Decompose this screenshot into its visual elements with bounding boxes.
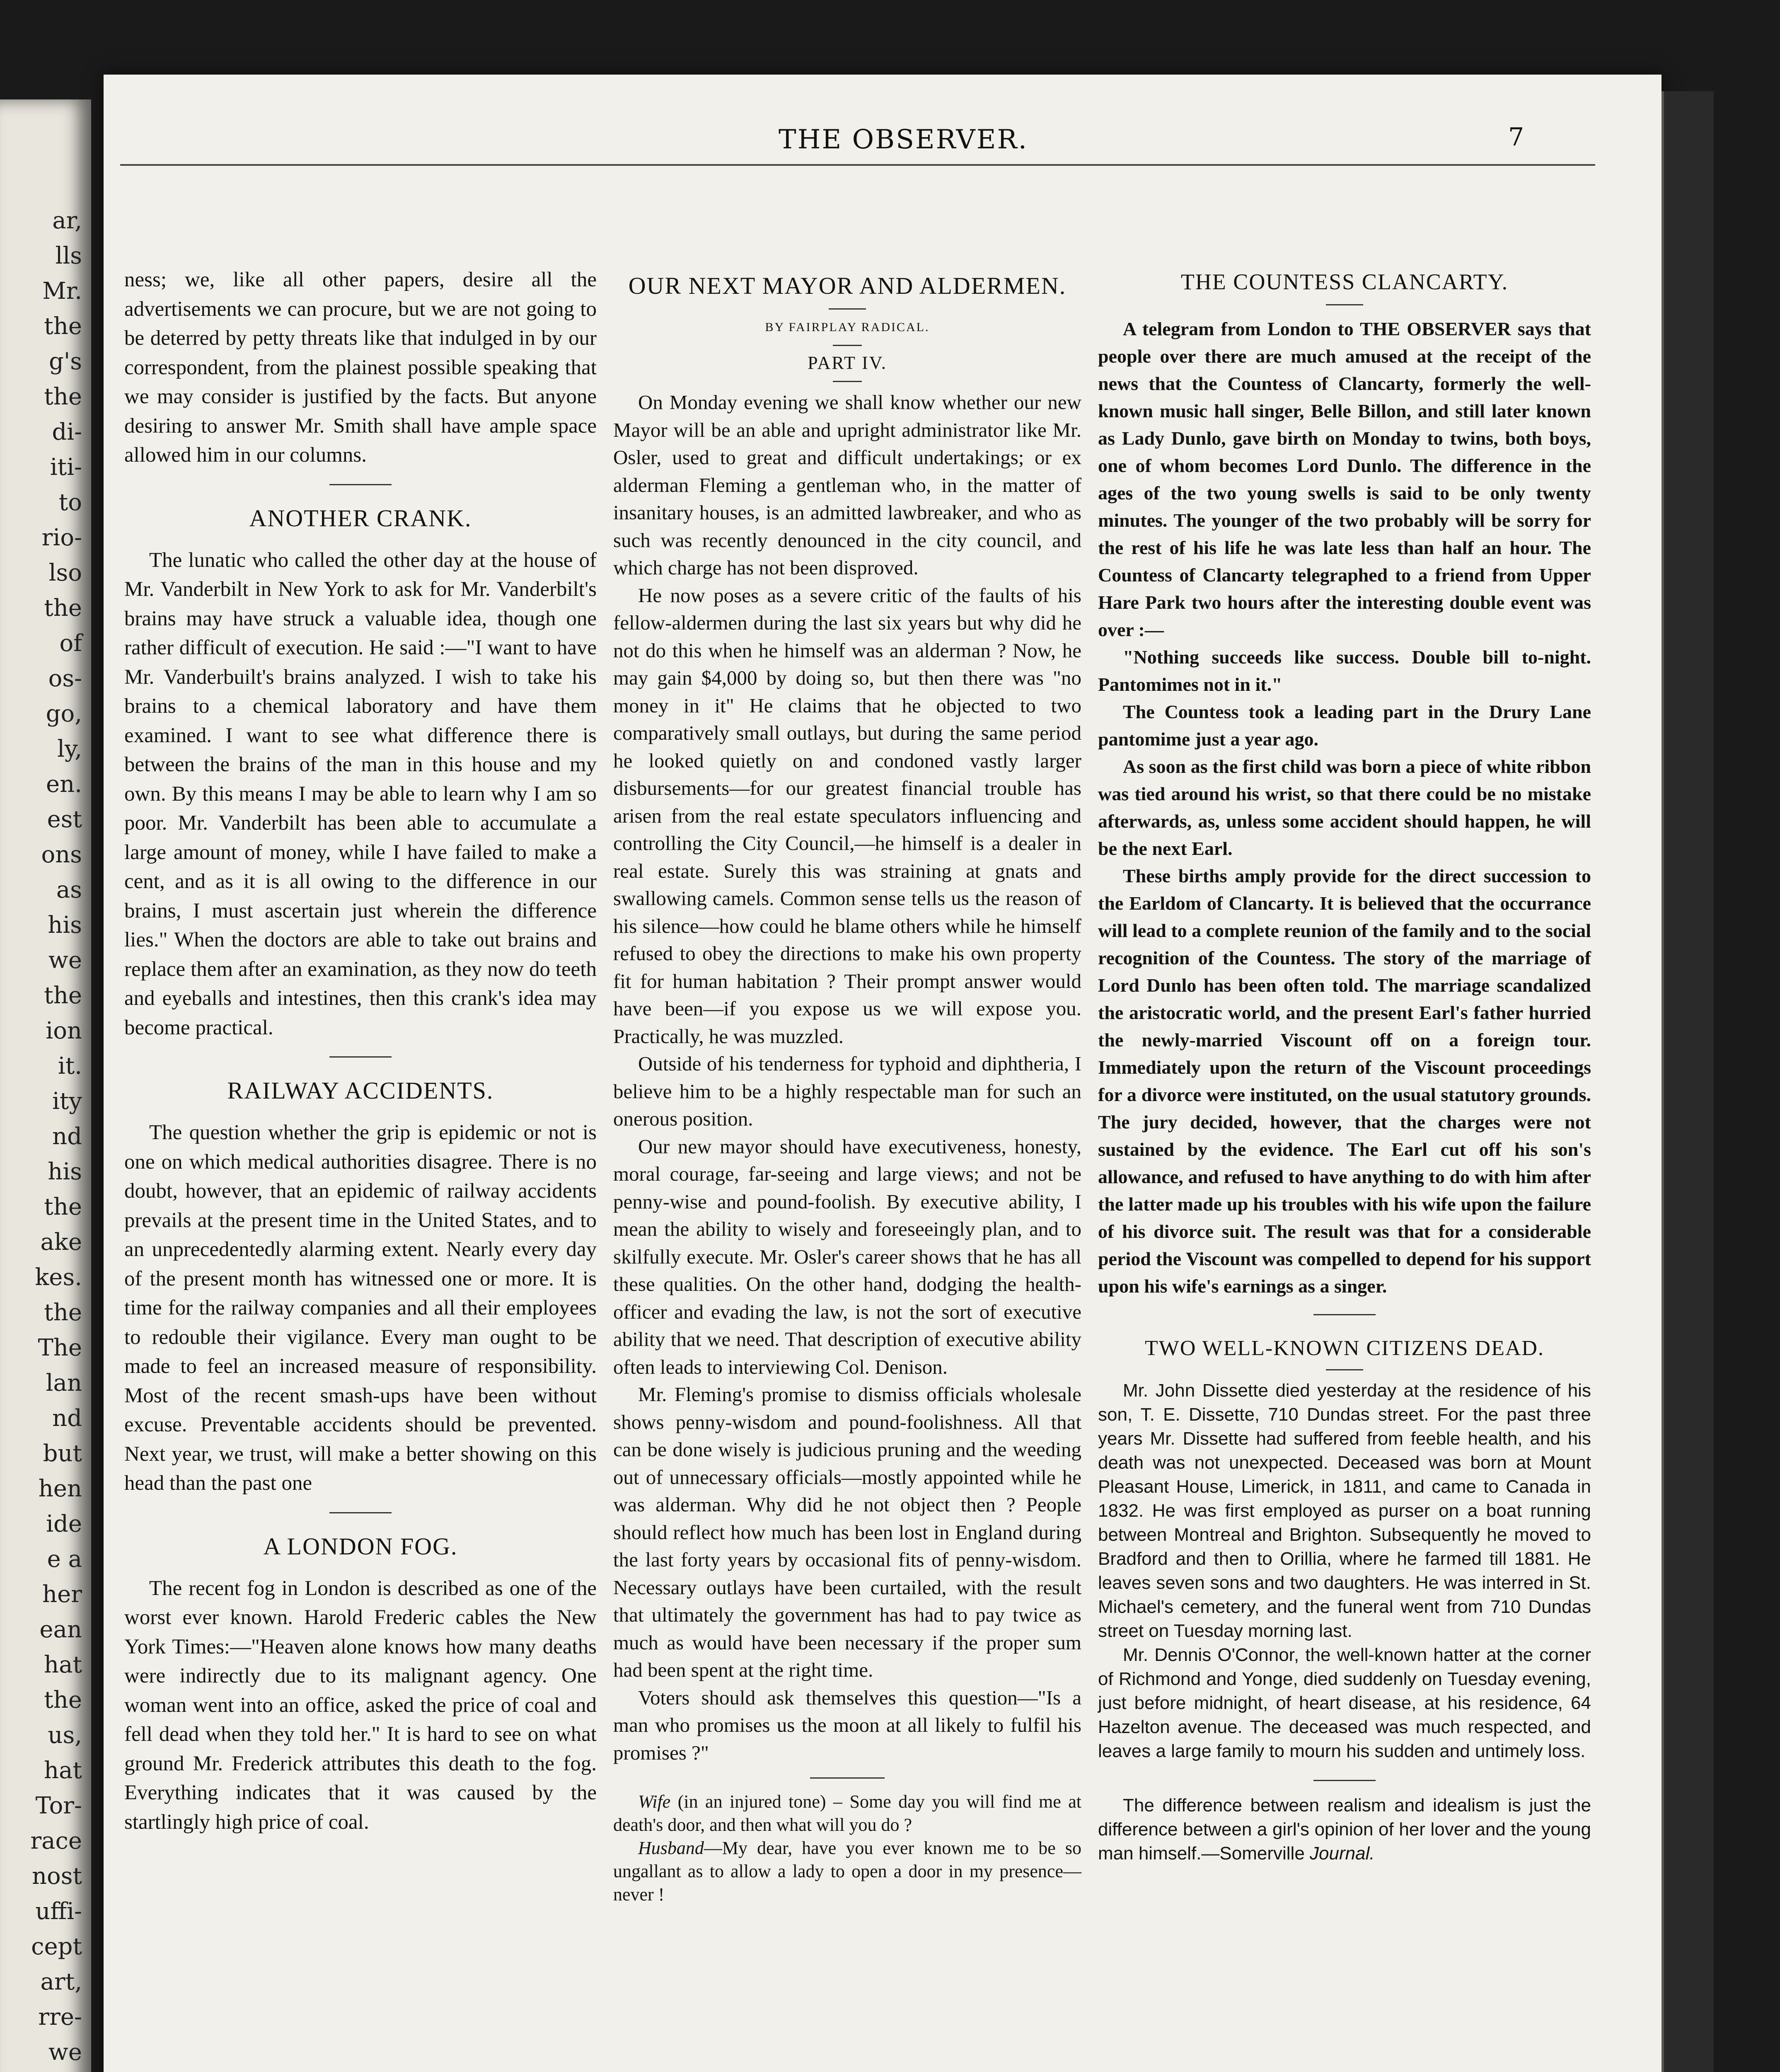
obituary-paragraph: Mr. Dennis O'Connor, the well-known hatter at the corner of Richmond and Yonge, died suddenly on Tuesday evening, just before midnight, of heart disease, at his residence, 64 Hazelton avenue. The deceased was much respected, and leaves a large family to mourn his sudden and untimely loss. [1098, 1645, 1591, 1761]
adjacent-page-fragment: nd [52, 1123, 82, 1150]
adjacent-page-fragment: the [44, 595, 82, 622]
section-divider [329, 1512, 392, 1513]
filler-source: Journal. [1310, 1843, 1375, 1864]
adjacent-page-fragment: kes. [35, 1264, 82, 1291]
section-divider [1313, 1780, 1376, 1781]
dialogue-wife-text: (in an injured tone) – Some day you will find me at death's door, and then what will you do ? [613, 1791, 1082, 1835]
column-3 [1098, 265, 1591, 1866]
adjacent-page-fragment: the [44, 982, 82, 1009]
adjacent-page-fragment: ly, [57, 736, 82, 762]
adjacent-page-fragment: the [44, 1687, 82, 1714]
adjacent-page-fragment: est [47, 806, 82, 833]
adjacent-page-fragment: hat [44, 1757, 82, 1784]
dialogue-wife [613, 1790, 1081, 1837]
adjacent-page-fragment: hen [38, 1475, 82, 1502]
adjacent-page-fragment: nd [52, 1405, 82, 1432]
adjacent-page-fragment: The [38, 1334, 82, 1361]
adjacent-page-edge [0, 99, 91, 2072]
adjacent-page-fragment: ake [40, 1229, 82, 1256]
article-heading-london-fog: A LONDON FOG. [263, 1532, 458, 1560]
adjacent-page-fragment: we [48, 2039, 82, 2066]
heading-divider [833, 345, 862, 346]
dialogue-husband-text: —My dear, have you ever known me to be so ungallant as to allow a lady to open a door in my presence—never ! [613, 1838, 1081, 1905]
adjacent-page-fragment: ean [39, 1616, 82, 1643]
section-divider [810, 1777, 885, 1779]
adjacent-page-fragment: her [42, 1581, 82, 1608]
adjacent-page-fragment: as [56, 876, 82, 903]
speaker-wife: Wife [638, 1791, 671, 1812]
adjacent-page-fragment: lan [46, 1370, 82, 1397]
article-heading-another-crank: ANOTHER CRANK. [249, 504, 472, 532]
adjacent-page-fragment: ar, [52, 207, 82, 234]
article-paragraph: The question whether the grip is epidemic or not is one on which medical authorities disagree. There is no doubt, however, that an epidemic of railway accidents prevails at the present time in the United States, and to an unprecedentedly alarming extent. Nearly every day of the present month has witnessed one or more. It is time for the railway companies and all their employees to redouble their vigilance. Every man ought to be made to feel an increased measure of responsibility. Most of the recent smash-ups have been without excuse. Preventable accidents should be prevented. Next year, we trust, will make a better showing on this head than the past one [124, 1121, 597, 1495]
article-quote: "Nothing succeeds like success. Double bill to-night. Pantomimes not in it." [1098, 646, 1591, 695]
adjacent-page-fragment: rre- [38, 2004, 82, 2031]
adjacent-page-fragment: the [44, 1193, 82, 1220]
article-paragraph: The Countess took a leading part in the Drury Lane pantomime just a year ago. [1098, 701, 1591, 750]
article-paragraph: Our new mayor should have executiveness, honesty, moral courage, far-seeing and large views; and not be penny-wise and pound-foolish. By executive ability, I mean the ability to wisely and foreseeingly plan, and to skilfully execute. Mr. Osler's career shows that he has all these qualities. On the other hand, dodging the health-officer and evading the law, is not the sort of executive ability that we need. That description of executive ability often leads to interviewing Col. Denison. [613, 1135, 1081, 1378]
adjacent-page-fragment: ons [41, 841, 82, 868]
adjacent-page-fragment: nost [31, 1863, 82, 1890]
article-paragraph: He now poses as a severe critic of the faults of his fellow-aldermen during the last six years but why did he not do this when he himself was an alderman ? Now, he may gain $4,000 by doing so, but then there was "no money in it" He claims that he objected to two comparatively small outlays, but during the same period he looked quietly on and condoned vastly larger disbursements—for our greatest financial trouble has arisen from the real estate speculators influencing and controlling the City Council,—he himself is a dealer in real estate. Surely this was straining at gnats and swallowing camels. Common sense tells us the reason of his silence—how could he blame others while he himself refused to obey the directions to make his own property fit for human habitation ? Their prompt answer would have been—if you expose us we will expose you. Practically, he was muzzled. [613, 583, 1081, 1048]
heading-divider [829, 308, 866, 310]
article-paragraph: As soon as the first child was born a piece of white ribbon was tied around his wrist, so that there could be no mistake afterwards, as, unless some accident should happen, he will be the next Earl. [1098, 756, 1591, 859]
adjacent-page-fragment: rio- [41, 524, 82, 551]
adjacent-page-fragment: us, [48, 1722, 82, 1749]
article-paragraph: A telegram from London to THE OBSERVER says that people over there are much amused at the receipt of the news that the Countess of Clancarty, formerly the well-known music hall singer, Belle Billon, and still later known as Lady Dunlo, gave birth on Monday to twins, both boys, one of whom becomes Lord Dunlo. The difference in the ages of the two young swells is said to be only twenty minutes. The younger of the two probably will be sorry for the rest of his life he was late less than half an hour. The Countess of Clancarty telegraphed to a friend from Upper Hare Park two hours after the interesting double event was over :— [1098, 318, 1591, 640]
adjacent-page-fragment: hat [44, 1651, 82, 1678]
continued-paragraph: ness; we, like all other papers, desire all the advertisements we can procure, but we are not going to be deterred by petty threats like that indulged in by our correspondent, from the plainest possible speaking that we may consider is justified by the facts. But anyone desiring to answer Mr. Smith shall have ample space allowed him in our columns. [124, 268, 597, 467]
adjacent-page-fragment: cept [31, 1933, 82, 1960]
adjacent-page-fragment: race [30, 1828, 82, 1854]
adjacent-page-fragment: en. [46, 771, 82, 798]
adjacent-page-fragment: go, [46, 700, 82, 727]
adjacent-page-fragment: it. [58, 1053, 82, 1080]
heading-divider [1326, 1369, 1363, 1370]
obituary-paragraph: Mr. John Dissette died yesterday at the residence of his son, T. E. Dissette, 710 Dundas street. For the past three years Mr. Dissette had suffered from feeble health, and his death was not unexpected. Deceased was born at Mount Pleasant House, Limerick, in 1811, and came to Canada in 1832. He was first employed as purser on a boat running between Montreal and Brighton. Subsequently he moved to Bradford and then to Orillia, where he farmed till 1881. He leaves seven sons and two daughters. He was interred in St. Michael's cemetery, and the funeral went from 710 Dundas street on Tuesday morning last. [1098, 1380, 1591, 1641]
page-number: 7 [1508, 123, 1524, 152]
column-1 [124, 265, 597, 1837]
adjacent-page-fragment: the [44, 1299, 82, 1326]
section-divider [329, 484, 392, 485]
adjacent-page-fragment: lls [55, 242, 82, 269]
adjacent-page-fragment: of [59, 630, 82, 657]
filler-text: The difference between realism and idealism is just the difference between a girl's opinion of her lover and the young man himself.—Somerville [1098, 1795, 1591, 1864]
adjacent-page-fragment: ide [46, 1510, 82, 1537]
adjacent-page-fragment: Tor- [35, 1792, 82, 1819]
article-heading-next-mayor: OUR NEXT MAYOR AND ALDERMEN. [628, 272, 1067, 299]
adjacent-page-fragment: art, [40, 1968, 82, 1995]
article-paragraph: These births amply provide for the direct succession to the Earldom of Clancarty. It is believed that the occurrance will lead to a complete reunion of the family and to the social recognition of the Countess. The story of the marriage of Lord Dunlo has been often told. The marriage scandalized the aristocratic world, and the present Earl's father hurried the newly-married Viscount off on a foreign tour. Immediately upon the return of the Viscount proceedings for a divorce were instituted, on the usual statutory grounds. The jury decided, however, that the charges were not sustained by the evidence. The Earl cut off his son's allowance, and refused to have anything to do with him after the latter made up his troubles with his wife upon the failure of his divorce suit. The result was that for a considerable period the Viscount was compelled to depend for his support upon his wife's earnings as a singer. [1098, 865, 1591, 1297]
article-paragraph: The lunatic who called the other day at the house of Mr. Vanderbilt in New York to ask for Mr. Vanderbilt's brains may have struck a valuable idea, though one rather difficult of execution. He said :—"I want to have Mr. Vanderbuilt's brains analyzed. I wish to take his brains to a chemical laboratory and have them examined. I want to see what difference there is between the brains of the man in this house and my own. By this means I may be able to learn why I am so poor. Mr. Vanderbilt has been able to accumulate a large amount of money, while I have failed to make a cent, and as it is all owing to the difference in our brains, I must ascertain just wherein the difference lies." When the doctors are able to take out brains and replace them after an examination, as they now do teeth and eyeballs and intestines, then this crank's idea may become practical. [124, 548, 597, 1039]
adjacent-page-fragment: g's [49, 348, 82, 375]
adjacent-page-fragment: we [48, 947, 82, 974]
adjacent-page-fragment: but [43, 1440, 82, 1467]
heading-divider [833, 381, 862, 382]
adjacent-page-fragment: di- [52, 419, 82, 445]
speaker-husband: Husband [638, 1838, 704, 1858]
adjacent-page-fragment: the [44, 313, 82, 340]
article-part-label: PART IV. [808, 352, 887, 373]
article-heading-railway-accidents: RAILWAY ACCIDENTS. [227, 1077, 494, 1104]
adjacent-page-fragment: ion [46, 1017, 82, 1044]
adjacent-page-fragment: e a [47, 1546, 82, 1573]
adjacent-page-fragment: Mr. [42, 278, 82, 305]
masthead-title: THE OBSERVER. [779, 124, 1028, 155]
article-paragraph: On Monday evening we shall know whether our new Mayor will be an able and upright administrator like Mr. Osler, used to great and difficult undertakings; or ex alderman Fleming a gentleman who, in the matter of insanitary houses, is an admitted lawbreaker, and who as such was recently denounced in the city council, and which charge has not been disproved. [613, 391, 1081, 579]
masthead-rule [120, 164, 1595, 166]
adjacent-page-fragment: to [58, 489, 82, 516]
article-paragraph: Outside of his tenderness for typhoid and diphtheria, I believe him to be a highly respectable man for such an onerous position. [613, 1052, 1081, 1130]
filler-paragraph [1098, 1794, 1591, 1866]
adjacent-page-fragment: his [48, 1158, 82, 1185]
article-paragraph: The recent fog in London is described as one of the worst ever known. Harold Frederic cables the New York Times:—"Heaven alone knows how many deaths were indirectly due to its malignant agency. One woman went into an office, asked the price of coal and fell dead when they told her." It is hard to see on what ground Mr. Frederick attributes this death to the fog. Everything indicates that it was caused by the startlingly high price of coal. [124, 1576, 597, 1834]
heading-divider [1326, 304, 1363, 305]
article-paragraph: Voters should ask themselves this question—"Is a man who promises us the moon at all likely to fulfil his promises ?" [613, 1686, 1081, 1764]
article-byline: BY FAIRPLAY RADICAL. [765, 320, 930, 334]
adjacent-page-fragment: uffi- [35, 1898, 82, 1925]
column-2 [613, 269, 1081, 1906]
adjacent-page-fragment: os- [48, 665, 82, 692]
adjacent-page-fragment: his [48, 912, 82, 939]
adjacent-page-fragment: ity [52, 1088, 82, 1115]
article-heading-countess-clancarty: THE COUNTESS CLANCARTY. [1180, 269, 1509, 294]
adjacent-page-fragment: the [44, 383, 82, 410]
article-heading-citizens-dead: TWO WELL-KNOWN CITIZENS DEAD. [1145, 1336, 1544, 1360]
article-paragraph: Mr. Fleming's promise to dismiss officials wholesale shows penny-wisdom and pound-foolishness. All that can be done wisely is judicious pruning and the weeding out of unnecessary officials—mostly appointed while he was alderman. Why did he not object then ? People should reflect how much has been lost in England during the last forty years by occasional fits of penny-wisdom. Necessary outlays have been curtailed, with the result that ultimately the government has had to pay twice as much as would have been necessary if the proper sum had been spent at the right time. [613, 1383, 1081, 1681]
section-divider [1313, 1314, 1376, 1315]
section-divider [329, 1056, 392, 1058]
adjacent-page-fragment: lso [48, 559, 82, 586]
binding-edge [1661, 91, 1714, 2072]
dialogue-husband [613, 1837, 1081, 1906]
adjacent-page-fragment: iti- [50, 454, 82, 481]
